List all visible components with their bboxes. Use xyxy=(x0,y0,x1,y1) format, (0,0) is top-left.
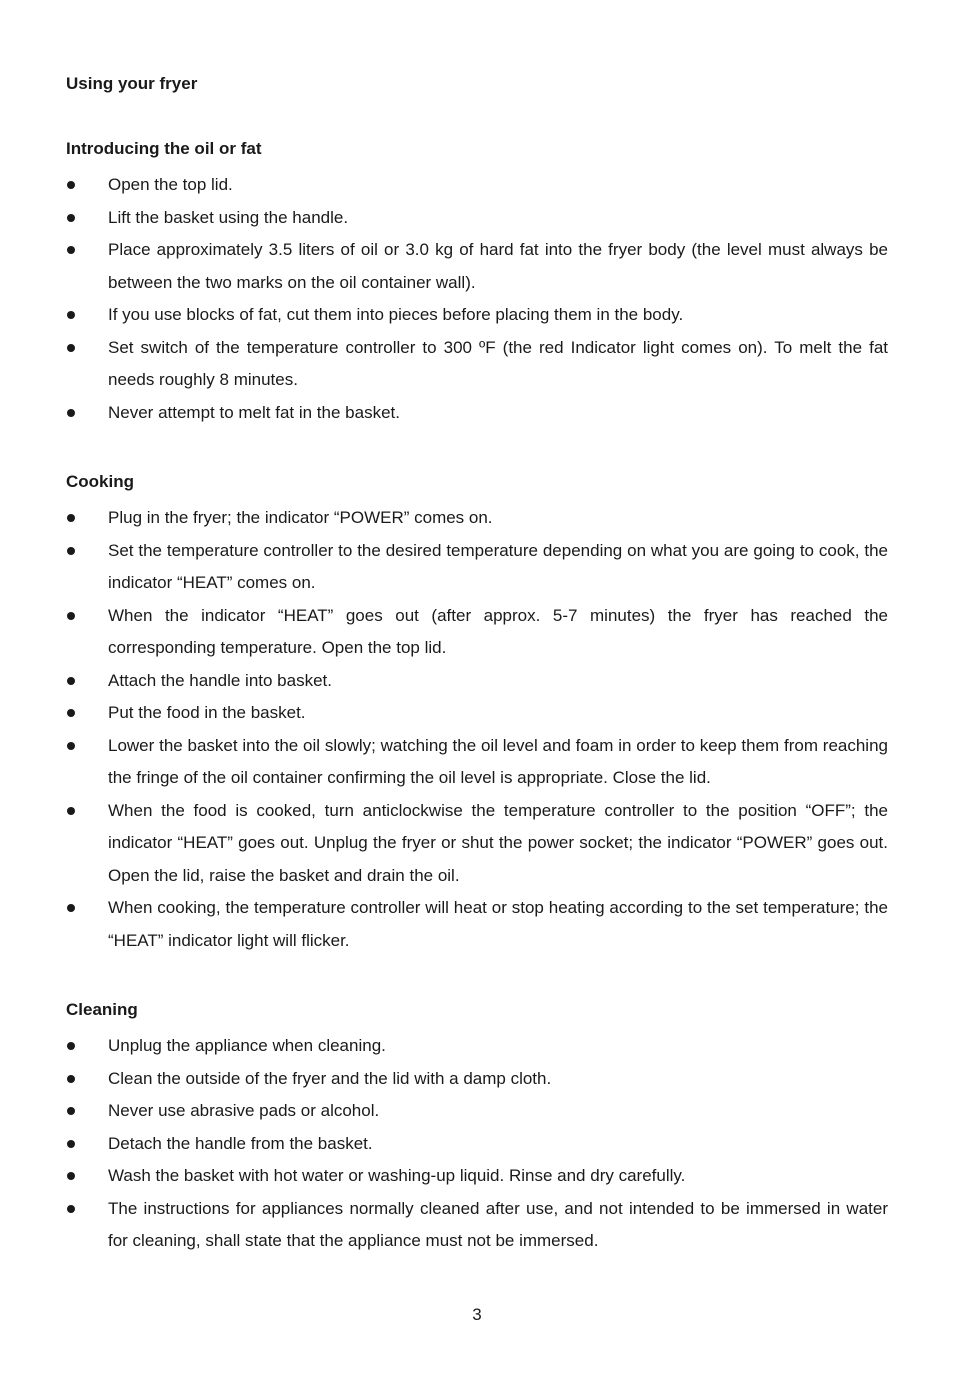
section-heading: Introducing the oil or fat xyxy=(66,139,262,158)
list-item-text: Never use abrasive pads or alcohol. xyxy=(108,1101,380,1120)
bullet-icon xyxy=(67,1172,75,1180)
section xyxy=(66,998,888,1258)
list-item-text: Wash the basket with hot water or washing-up liquid. Rinse and dry carefully. xyxy=(108,1166,686,1185)
bullet-icon xyxy=(67,214,75,222)
list-item-text: Set switch of the temperature controller to 300 ºF (the red Indicator light comes on). To melt the fat needs roughly 8 minutes. xyxy=(108,337,888,389)
list-item xyxy=(66,730,888,795)
bullet-icon xyxy=(67,344,75,352)
list-item xyxy=(66,892,888,957)
list-item xyxy=(66,1095,888,1128)
bullet-icon xyxy=(67,246,75,254)
list-item-text: Clean the outside of the fryer and the lid with a damp cloth. xyxy=(108,1068,552,1088)
bullet-icon xyxy=(67,1075,75,1083)
list-item xyxy=(66,1160,888,1193)
list-item-text: When the indicator “HEAT” goes out (after approx. 5-7 minutes) the fryer has reached the corresponding temperature. Open the top lid. xyxy=(108,605,888,657)
list-item-text: Plug in the fryer; the indicator “POWER” comes on. xyxy=(108,508,493,527)
document-page xyxy=(66,72,888,1299)
bullet-icon xyxy=(67,612,75,620)
list-item-text: Detach the handle from the basket. xyxy=(108,1133,373,1153)
page-number: 3 xyxy=(472,1305,482,1324)
list-item-text: Lift the basket using the handle. xyxy=(108,207,349,227)
bullet-icon xyxy=(67,1205,75,1213)
list-item-text: Never attempt to melt fat in the basket. xyxy=(108,402,400,422)
bullet-list xyxy=(66,1030,888,1258)
list-item xyxy=(66,795,888,893)
list-item-text: Open the top lid. xyxy=(108,175,233,194)
list-item-text: Attach the handle into basket. xyxy=(108,670,332,690)
section xyxy=(66,470,888,957)
document-title: Using your fryer xyxy=(66,74,198,93)
bullet-list xyxy=(66,169,888,429)
bullet-icon xyxy=(67,514,75,522)
list-item-text: The instructions for appliances normally cleaned after use, and not intended to be immersed in water for cleaning, shall state that the appliance must not be immersed. xyxy=(108,1198,888,1250)
list-item-text: Place approximately 3.5 liters of oil or 3.0 kg of hard fat into the fryer body (the level must always be between the two marks on the oil container wall). xyxy=(108,240,888,292)
list-item xyxy=(66,397,888,430)
list-item xyxy=(66,332,888,397)
list-item xyxy=(66,502,888,535)
bullet-icon xyxy=(67,742,75,750)
bullet-icon xyxy=(67,311,75,319)
list-item xyxy=(66,697,888,730)
list-item xyxy=(66,1030,888,1063)
bullet-icon xyxy=(67,904,75,912)
bullet-icon xyxy=(67,1140,75,1148)
bullet-icon xyxy=(67,709,75,717)
bullet-icon xyxy=(67,409,75,417)
bullet-icon xyxy=(67,807,75,815)
bullet-icon xyxy=(67,677,75,685)
list-item xyxy=(66,202,888,235)
sections-container xyxy=(66,137,888,1258)
list-item xyxy=(66,299,888,332)
list-item-text: When the food is cooked, turn anticlockwise the temperature controller to the position “OFF”; the indicator “HEAT” goes out. Unplug the fryer or shut the power socket; the indicator “POWER” goes out. Open the lid, raise the basket and drain the oil. xyxy=(108,800,888,885)
list-item xyxy=(66,1063,888,1096)
bullet-icon xyxy=(67,1042,75,1050)
section-heading: Cleaning xyxy=(66,1000,138,1019)
bullet-list xyxy=(66,502,888,957)
list-item xyxy=(66,1193,888,1258)
list-item xyxy=(66,535,888,600)
list-item xyxy=(66,600,888,665)
list-item xyxy=(66,234,888,299)
list-item-text: Unplug the appliance when cleaning. xyxy=(108,1036,386,1055)
section xyxy=(66,137,888,429)
list-item-text: Put the food in the basket. xyxy=(108,703,306,722)
list-item-text: When cooking, the temperature controller will heat or stop heating according to the set temperature; the “HEAT” indicator light will flicker. xyxy=(108,898,888,950)
list-item-text: Set the temperature controller to the desired temperature depending on what you are going to cook, the indicator “HEAT” comes on. xyxy=(108,540,888,592)
bullet-icon xyxy=(67,547,75,555)
list-item xyxy=(66,169,888,202)
bullet-icon xyxy=(67,1107,75,1115)
list-item-text: If you use blocks of fat, cut them into pieces before placing them in the body. xyxy=(108,305,684,324)
list-item-text: Lower the basket into the oil slowly; watching the oil level and foam in order to keep them from reaching the fringe of the oil container confirming the oil level is appropriate. Close the lid. xyxy=(108,735,888,787)
list-item xyxy=(66,665,888,698)
bullet-icon xyxy=(67,181,75,189)
section-heading: Cooking xyxy=(66,472,134,491)
list-item xyxy=(66,1128,888,1161)
